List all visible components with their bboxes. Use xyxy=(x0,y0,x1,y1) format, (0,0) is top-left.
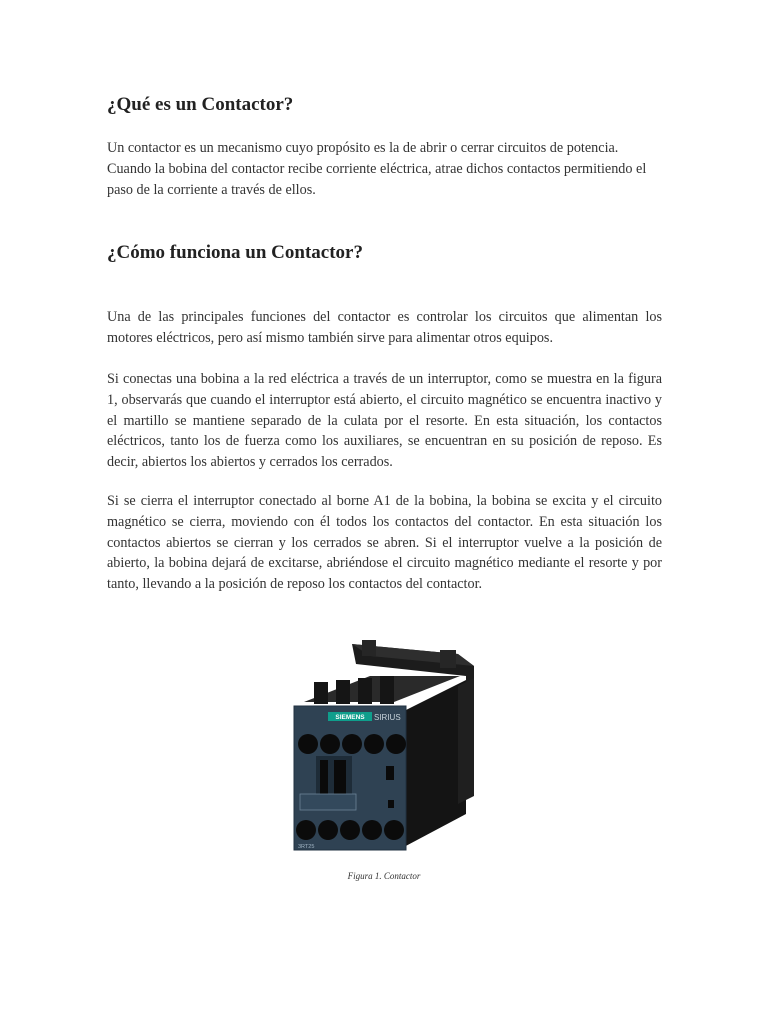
paragraph-definition: Un contactor es un mecanismo cuyo propósito es la de abrir o cerrar circuitos de potencia. Cuando la bobina del contactor recibe corriente eléctrica, atrae dichos contactos permitiendo el paso de la corriente a través de ellos. xyxy=(107,140,647,198)
paragraph-functions: Una de las principales funciones del contactor es controlar los circuitos que alimentan los motores eléctricos, pero así mismo también sirve para alimentar otros equipos. xyxy=(107,309,662,346)
paragraph-coil-open: Si conectas una bobina a la red eléctrica a través de un interruptor, como se muestra en la figura 1, observarás que cuando el interruptor está abierto, el circuito magnético se encuentra inactivo y el martillo se mantiene separado de la culata por el resorte. En esta situación, los contactos eléctricos, tanto los de fuerza como los auxiliares, se encuentran en su posición de reposo. Es decir, abiertos los abiertos y cerrados los cerrados. xyxy=(107,371,662,471)
sirius-product-text: SIRIUS xyxy=(374,713,401,722)
figure-caption: Figura 1. Contactor xyxy=(347,871,421,881)
siemens-brand-text: SIEMENS xyxy=(335,714,365,721)
heading-que-es-contactor: ¿Qué es un Contactor? xyxy=(107,94,294,115)
contactor-image xyxy=(290,636,480,866)
model-text: 3RT25 xyxy=(298,844,315,850)
paragraph-coil-closed: Si se cierra el interruptor conectado al borne A1 de la bobina, la bobina se excita y el circuito magnético se cierra, moviendo con él todos los contactos del contactor. En esta situación los contactos abiertos se cierran y los cerrados se abren. Si el interruptor vuelve a la posición de abierto, la bobina dejará de excitarse, abriéndose el circuito magnético mediante el resorte y por tanto, llevando a la posición de reposo los contactos del contactor. xyxy=(107,493,662,593)
heading-como-funciona: ¿Cómo funciona un Contactor? xyxy=(107,242,363,263)
contactor-illustration xyxy=(290,636,480,866)
